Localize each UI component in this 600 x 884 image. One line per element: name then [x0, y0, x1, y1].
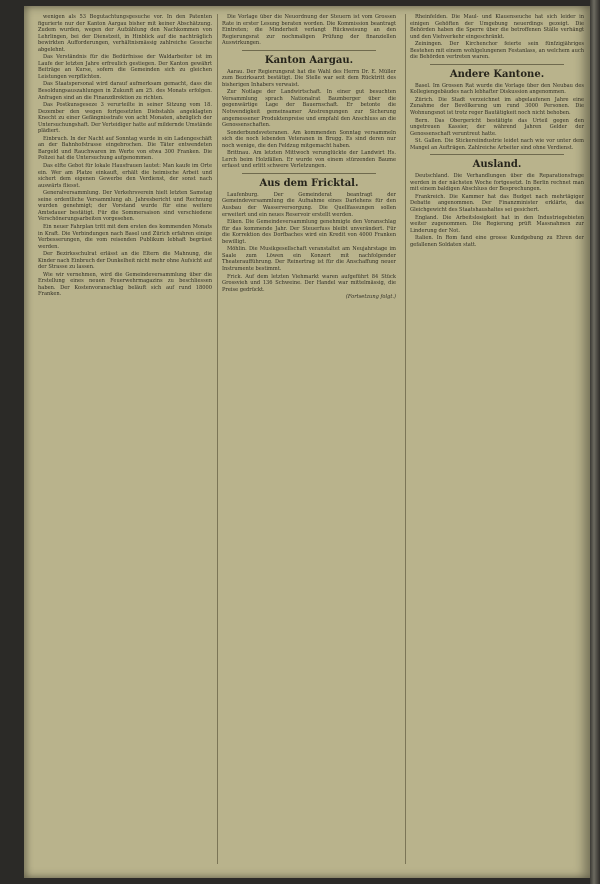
continuation-note: (Fortsetzung folgt.) — [345, 294, 396, 301]
column-rule — [405, 14, 406, 864]
book-edge — [590, 0, 600, 884]
paragraph: Aarau. Der Regierungsrat hat die Wahl des Herrn Dr. E. Müller zum Bezirksarzt bestätigt. Die Stelle war seit dem Rücktritt des bisherigen Inhabers verwaist. — [222, 68, 396, 88]
paragraph: Der Bezirksschulrat erlässt an die Eltern die Mahnung, die Kinder nach Einbruch der Dunkelheit nicht mehr ohne Aufsicht auf der Strasse zu lassen. — [38, 251, 212, 271]
paragraph: Deutschland. Die Verhandlungen über die Reparationsfrage werden in der nächsten Woche fortgesetzt. In Berlin rechnet man mit einem baldigen Abschluss der Besprechungen. — [410, 173, 584, 193]
paragraph: wenigen als 53 Begutachtungsgesuche vor. In den Patenten figurierte nur der Kanton Aargau bisher mit keiner Abschätzung. Zudem wurden, wegen der Aufzählung den Nachkommen von Lehrlingen, bei der Dienstzeit, in Hinblick auf die nachträglich bewirkten Aufforderungen, verhältnismässig zahlreiche Gesuche abgelehnt. — [38, 14, 212, 53]
paragraph: Das Staatspersonal wird darauf aufmerksam gemacht, dass die Besoldungsauszahlungen in Zukunft am 25. des Monats erfolgen. Anfragen sind an die Finanzdirektion zu richten. — [38, 81, 212, 101]
paragraph: Ein neuer Fahrplan tritt mit dem ersten des kommenden Monats in Kraft. Die Verbindungen nach Basel und Zürich erfahren einige Verbesserungen, die vom reisenden Publikum lebhaft begrüsst werden. — [38, 223, 212, 250]
divider — [430, 64, 564, 65]
paragraph: Möhlin. Die Musikgesellschaft veranstaltet am Neujahrstage im Saale zum Löwen ein Konzert mit nachfolgender Theateraufführung. Der Reinertrag ist für die Anschaffung neuer Instrumente bestimmt. — [222, 246, 396, 272]
paragraph: Das Verständnis für die Bedürfnisse der Waldarbeiter ist im Laufe der letzten Jahre erfreulich gestiegen. Der Kanton gewährt Beiträge an Kurse, sofern die Gemeinden sich zu gleichen Leistungen verpflichten. — [38, 54, 212, 80]
paragraph: Eiken. Die Gemeindeversammlung genehmigte den Voranschlag für das kommende Jahr. Der Steuerfuss bleibt unverändert. Für die Korrektion des Dorfbaches wird ein Kredit von 4000 Franken bewilligt. — [222, 219, 396, 245]
paragraph: St. Gallen. Die Stickereiindustrie leidet nach wie vor unter dem Mangel an Aufträgen. Zahlreiche Arbeiter sind ohne Verdienst. — [410, 138, 584, 151]
section-heading-fricktal: Aus dem Fricktal. — [259, 177, 359, 189]
section-heading-andere-kantone: Andere Kantone. — [449, 68, 545, 80]
paragraph: Frick. Auf dem letzten Viehmarkt waren aufgeführt 84 Stück Grossvieh und 136 Schweine. Der Handel war mittelmässig, die Preise gedrückt. — [222, 273, 396, 293]
section-heading-ausland: Ausland. — [472, 159, 522, 171]
paragraph: England. Die Arbeitslosigkeit hat in den Industriegebieten weiter zugenommen. Die Regierung prüft Massnahmen zur Linderung der Not. — [410, 214, 584, 234]
column-1 — [38, 14, 212, 864]
column-3 — [410, 14, 584, 864]
paragraph: Frankreich. Die Kammer hat das Budget nach mehrtägiger Debatte angenommen. Der Finanzminister erklärte, das Gleichgewicht des Staatshaushaltes sei gesichert. — [410, 193, 584, 214]
paragraph: Bern. Das Obergericht bestätigte das Urteil gegen den ungetreuen Kassier, der während Jahren Gelder der Genossenschaft veruntreut hatte. — [410, 117, 584, 137]
divider — [242, 173, 376, 174]
paragraph: Das elfte Gebot für lokale Hausfrauen lautet: Man kaufe im Orte ein. Wer am Platze einkauft, erhält die heimische Arbeit und sichert dem eigenen Gewerbe den Verdienst, der sonst nach auswärts fliesst. — [38, 163, 212, 189]
paragraph: Wie wir vernehmen, wird die Gemeindeversammlung über die Erstellung eines neuen Feuerwehrmagazins zu beschliessen haben. Der Kostenvoranschlag beläuft sich auf rund 18000 Franken. — [38, 271, 212, 298]
divider — [430, 154, 564, 155]
column-2 — [222, 14, 396, 864]
paragraph: Brittnau. Am letzten Mittwoch verunglückte der Landwirt Hs. Lerch beim Holzfällen. Er wurde von einem stürzenden Baume erfasst und erlitt schwere Verletzungen. — [222, 150, 396, 170]
column-rule — [217, 14, 218, 864]
paragraph: Basel. Im Grossen Rat wurde die Vorlage über den Neubau des Kollegiengebäudes nach lebhafter Diskussion angenommen. — [410, 82, 584, 96]
paragraph: Laufenburg. Der Gemeinderat beantragt der Gemeindeversammlung die Aufnahme eines Darlehens für den Ausbau der Wasserversorgung. Die Quellfassungen sollen erweitert und ein neues Reservoir erstellt werden. — [222, 191, 396, 218]
paragraph: Zur Notlage der Landwirtschaft. In einer gut besuchten Versammlung sprach Nationalrat Baumberger über die gegenwärtige Lage der Bauernschaft. Er betonte die Notwendigkeit gemeinsamer Anstrengungen zur Sicherung angemessener Produktenpreise und empfahl den Anschluss an die Genossenschaften. — [222, 89, 396, 129]
divider — [242, 50, 376, 51]
paragraph: Das Postkunsgeseze 3 verurteilte in seiner Sitzung vom 18. Dezember den wegen fortgesetzten Diebstahls angeklagten Knecht zu einer Gefängnisstrafe von acht Monaten, abzüglich der Untersuchungshaft. Der Verteidiger hatte auf mildernde Umstände plädiert. — [38, 102, 212, 135]
paragraph: Rheinfelden. Die Maul- und Klauenseuche hat sich leider in einigen Gehöften der Umgebung neuerdings gezeigt. Die Behörden haben die Sperre über die betroffenen Ställe verhängt und den Viehverkehr eingeschränkt. — [410, 14, 584, 40]
paragraph: Italien. In Rom fand eine grosse Kundgebung zu Ehren der gefallenen Soldaten statt. — [410, 235, 584, 248]
paragraph: Einbruch. In der Nacht auf Sonntag wurde in ein Ladengeschäft an der Bahnhofstrasse eingebrochen. Die Täter entwendeten Bargeld und Rauchwaren im Werte von etwa 300 Franken. Die Polizei hat die Untersuchung aufgenommen. — [38, 135, 212, 162]
paragraph: Generalversammlung. Der Verkehrsverein hielt letzten Samstag seine ordentliche Versammlung ab. Jahresbericht und Rechnung wurden genehmigt; der Vorstand wurde für eine weitere Amtsdauer bestätigt. Für die Sommersaison sind verschiedene Verschönerungsarbeiten vorgesehen. — [38, 190, 212, 223]
paragraph: Sonderbundsveteranen. Am kommenden Sonntag versammeln sich die noch lebenden Veteranen in Brugg. Es sind deren nur noch wenige, die den Feldzug mitgemacht haben. — [222, 129, 396, 149]
paragraph: Die Vorlage über die Neuordnung der Steuern ist vom Grossen Rate in erster Lesung beraten worden. Die Kommission beantragt Eintreten; die Minderheit verlangt Rückweisung an den Regierungsrat zur nochmaligen Prüfung der finanziellen Auswirkungen. — [222, 14, 396, 47]
paragraph: Zeiningen. Der Kirchenchor feierte sein fünfzigjähriges Bestehen mit einem wohlgelungenen Festanlass, an welchem auch die Behörden vertreten waren. — [410, 41, 584, 61]
paragraph: Zürich. Die Stadt verzeichnet im abgelaufenen Jahre eine Zunahme der Bevölkerung um rund 3000 Personen. Die Wohnungsnot ist trotz reger Bautätigkeit noch nicht behoben. — [410, 96, 584, 117]
section-heading-kanton-aargau: Kanton Aargau. — [264, 54, 354, 66]
